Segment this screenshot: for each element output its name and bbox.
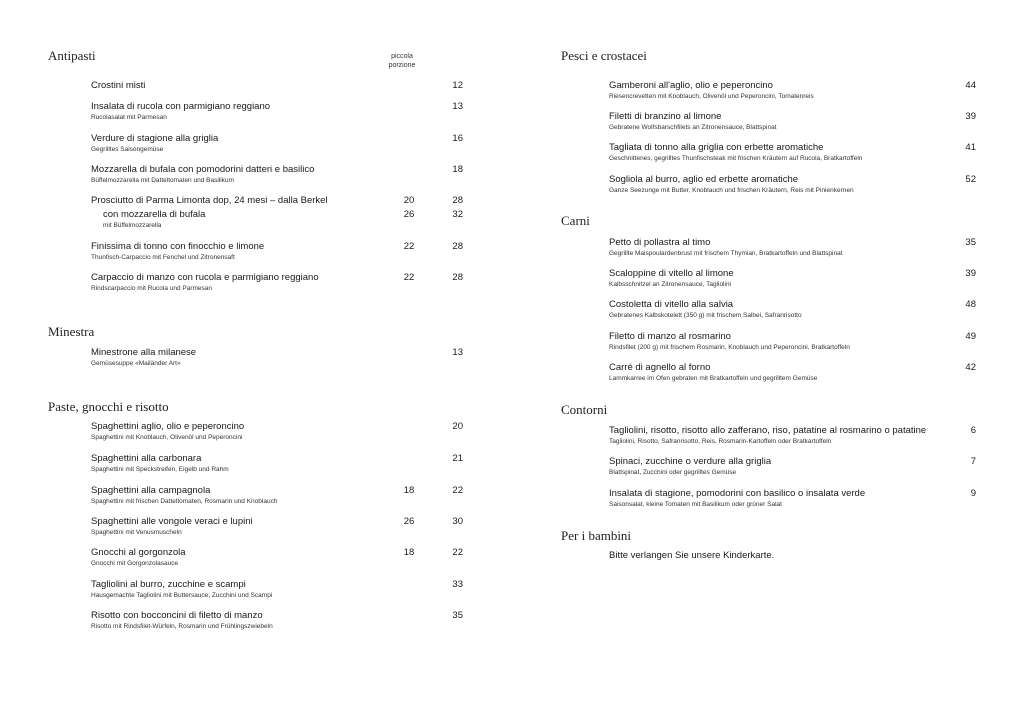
dish-name: Spaghettini aglio, olio e peperoncino [91,421,245,432]
dish-price: 52 [965,174,976,185]
dish-name: Spaghettini alla campagnola [91,485,211,496]
kids-menu-note: Bitte verlangen Sie unsere Kinderkarte. [609,550,775,561]
dish-translation: Rindscarpaccio mit Rucola und Parmesan [91,285,213,292]
dish-translation: Büffelmozzarella mit Datteltomaten und Basilikum [91,177,234,184]
section-title-minestra: Minestra [48,324,95,339]
dish-name: Carré di agnello al forno [609,362,711,373]
dish-price-small: 26 [403,516,415,527]
dish-translation: Saisonsalat, kleine Tomaten mit Basilikum oder grüner Salat [609,501,782,508]
dish-name: Verdure di stagione alla griglia [91,133,219,144]
dish-translation: mit Büffelmozzarella [103,222,162,229]
dish-price: 42 [965,362,976,373]
dish-name: Filetti di branzino al limone [609,111,722,122]
dish-price-small: 18 [403,485,415,496]
dish-price: 21 [452,453,463,464]
dish-price: 9 [970,488,976,499]
dish-translation: Gegrilltes Saisongemüse [91,146,164,153]
dish-name: Tagliata di tonno alla griglia con erbette aromatiche [609,142,824,153]
dish-translation: Gemüsesuppe «Mailänder Art» [91,360,181,367]
dish-price: 39 [965,111,976,122]
dish-translation: Spaghettini mit frischen Datteltomaten, Rosmarin und Knoblauch [91,498,278,505]
dish-price-small: 22 [403,272,415,283]
menu-item [91,101,270,122]
dish-translation: Riesencrevetten mit Knoblauch, Olivenöl und Peperoncini, Tomatenreis [609,93,814,100]
menu-item [609,425,926,446]
dish-translation: Blattspinat, Zucchini oder gegrilltes Gemüse [609,469,737,476]
menu-item [91,579,272,600]
dish-translation: Geschnittenes, gegrilltes Thunfischsteak mit frischen Kräutern auf Rucola, Bratkartoffeln [609,155,863,162]
menu-item [609,111,777,132]
menu-item [609,237,843,258]
dish-name: Insalata di rucola con parmigiano reggiano [91,101,271,112]
dish-name: Spinaci, zucchine o verdure alla griglia [609,456,772,467]
dish-name: Tagliolini al burro, zucchine e scampi [91,579,246,590]
menu-item [91,516,253,537]
section-title-carni: Carni [561,213,590,228]
menu-item [609,174,854,195]
portion-header-line2: porzione [388,62,416,69]
menu-item [91,133,218,154]
dish-name: Risotto con bocconcini di filetto di manzo [91,610,263,621]
dish-translation: Lammkarree im Ofen gebraten mit Bratkartoffeln und gegrilltem Gemüse [609,375,818,382]
dish-name: Costoletta di vitello alla salvia [609,299,734,310]
dish-price: 28 [452,241,463,252]
dish-translation: Gebratenes Kalbskotelett (350 g) mit frischem Salbei, Safranrisotto [609,312,802,319]
dish-name: Filetto di manzo al rosmarino [609,331,731,342]
dish-price: 33 [452,579,463,590]
dish-price-small: 20 [403,195,415,206]
dish-price: 41 [965,142,976,153]
dish-price: 18 [452,164,463,175]
dish-translation: Ganze Seezunge mit Butter, Knoblauch und frischen Kräutern, Reis mit Pinienkernen [609,187,854,194]
menu-item [609,80,814,101]
dish-name: Spaghettini alla carbonara [91,453,202,464]
menu-item [91,241,264,262]
menu-item [609,268,734,289]
dish-price-small: 18 [403,547,415,558]
section-title-contorni: Contorni [561,402,608,417]
dish-translation: Spaghettini mit Knoblauch, Olivenöl und Peperoncini [91,434,243,441]
dish-name: Sogliola al burro, aglio ed erbette aromatiche [609,174,799,185]
dish-price: 49 [965,331,976,342]
dish-price: 32 [452,209,463,220]
dish-price: 28 [452,195,463,206]
menu-item [91,272,319,293]
menu-item [609,142,862,163]
menu-item [609,362,817,383]
dish-name: Finissima di tonno con finocchio e limone [91,241,265,252]
dish-price: 30 [452,516,463,527]
dish-price: 22 [452,485,463,496]
dish-name: Insalata di stagione, pomodorini con basilico o insalata verde [609,488,866,499]
dish-price: 48 [965,299,976,310]
dish-price: 39 [965,268,976,279]
portion-header-line1: piccola [391,53,413,60]
section-title-pesci: Pesci e crostacei [561,48,647,63]
dish-translation: Rindsfilet (200 g) mit frischem Rosmarin, Knoblauch und Peperoncini, Bratkartoffeln [609,344,850,351]
dish-translation: Gebratene Wolfsbarschfilets an Zitronensauce, Blattspinat [609,124,777,131]
dish-price: 20 [452,421,463,432]
menu-item [91,485,277,506]
dish-translation: Rucolasalat mit Parmesan [91,114,167,121]
dish-price: 22 [452,547,463,558]
menu-item [91,547,186,568]
small-portion-header [380,52,424,70]
dish-name: con mozzarella di bufala [103,209,206,220]
menu-item [91,347,196,368]
section-title-antipasti: Antipasti [48,48,96,63]
dish-name: Tagliolini, risotto, risotto allo zafferano, riso, patatine al rosmarino o patatine [609,425,927,436]
menu-item [91,453,229,474]
menu-item [609,488,865,509]
dish-price: 7 [970,456,976,467]
dish-translation: Thunfisch-Carpaccio mit Fenchel und Zitronensaft [91,254,235,261]
dish-translation: Hausgemachte Tagliolini mit Buttersauce, Zucchini und Scampi [91,592,273,599]
dish-price: 13 [452,101,463,112]
dish-translation: Gnocchi mit Gorgonzolasauce [91,560,179,567]
dish-price: 44 [965,80,976,91]
dish-name: Prosciutto di Parma Limonta dop, 24 mesi – dalla Berkel [91,195,328,206]
dish-price-small: 22 [403,241,415,252]
menu-item [609,456,771,477]
menu-item [609,331,850,352]
dish-translation: Kalbsschnitzel an Zitronensauce, Tagliolini [609,281,732,288]
dish-price: 13 [452,347,463,358]
dish-price: 6 [970,425,976,436]
dish-name: Carpaccio di manzo con rucola e parmigiano reggiano [91,272,319,283]
dish-translation: Risotto mit Rindsfilet-Würfeln, Rosmarin und Frühlingszwiebeln [91,623,273,630]
dish-name: Scaloppine di vitello al limone [609,268,734,279]
dish-translation: Tagliolini, Risotto, Safranrisotto, Reis, Rosmarin-Kartoffeln oder Bratkartoffeln [609,438,832,445]
dish-price: 12 [452,80,463,91]
menu-item [91,421,244,442]
dish-price: 35 [965,237,976,248]
section-title-paste: Paste, gnocchi e risotto [48,399,169,414]
dish-translation: Spaghettini mit Venusmuscheln [91,529,182,536]
menu-item [91,610,273,631]
menu-item [609,299,802,320]
dish-name: Gamberoni all'aglio, olio e peperoncino [609,80,773,91]
dish-translation: Spaghettini mit Speckstreifen, Eigelb und Rahm [91,466,229,473]
menu-item [91,195,328,207]
dish-price: 16 [452,133,463,144]
menu-item [91,164,314,185]
dish-name: Mozzarella di bufala con pomodorini datteri e basilico [91,164,315,175]
dish-name: Minestrone alla milanese [91,347,197,358]
dish-name: Crostini misti [91,80,146,91]
dish-name: Petto di pollastra al timo [609,237,711,248]
dish-price: 35 [452,610,463,621]
dish-name: Spaghettini alle vongole veraci e lupini [91,516,253,527]
dish-price-small: 26 [403,209,415,220]
menu-item [91,80,145,92]
section-title-bambini: Per i bambini [561,528,632,543]
dish-name: Gnocchi al gorgonzola [91,547,186,558]
dish-translation: Gegrillte Maispoulardenbrust mit frischem Thymian, Bratkartoffeln und Blattspinat [609,250,843,257]
menu-item [103,209,205,230]
dish-price: 28 [452,272,463,283]
